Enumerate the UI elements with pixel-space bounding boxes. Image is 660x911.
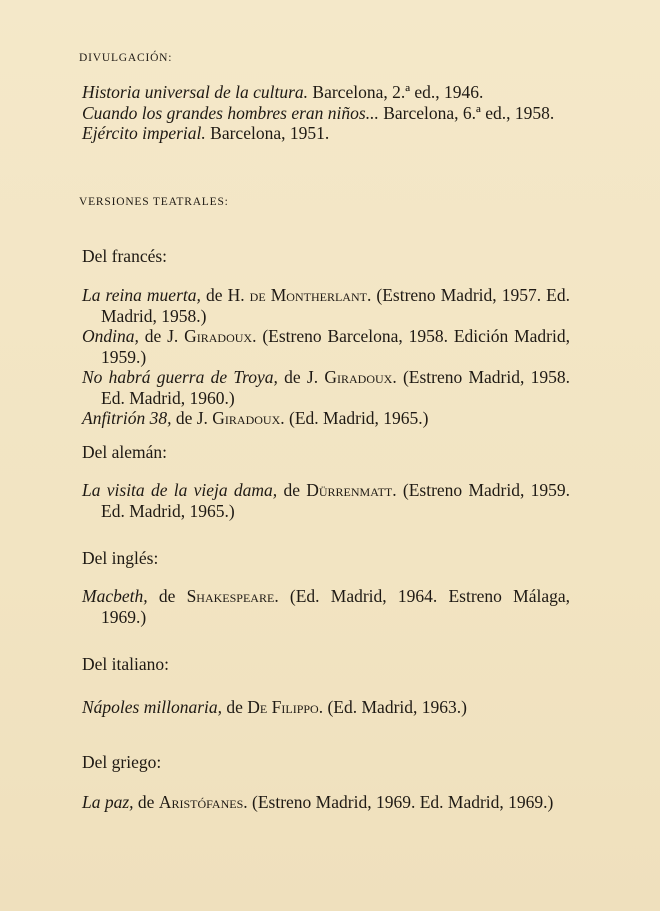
italiano-list	[82, 697, 570, 718]
griego-list	[82, 792, 570, 813]
bib-entry: Macbeth, de Shakespeare. (Ed. Madrid, 1964. Estreno Málaga, 1969.)	[82, 586, 570, 627]
bib-entry: La paz, de Aristófanes. (Estreno Madrid, 1969. Ed. Madrid, 1969.)	[82, 792, 554, 812]
bib-entry: No habrá guerra de Troya, de J. Giradoux. (Estreno Madrid, 1958. Ed. Madrid, 1960.)	[82, 367, 570, 408]
section-heading-divulgacion: DIVULGACIÓN:	[79, 52, 173, 64]
ingles-list	[82, 586, 570, 627]
bib-entry: Ondina, de J. Giradoux. (Estreno Barcelona, 1958. Edición Madrid, 1959.)	[82, 326, 570, 367]
language-label-aleman: Del alemán:	[82, 442, 168, 462]
aleman-list	[82, 480, 570, 521]
divulgacion-list	[82, 82, 570, 144]
bib-entry: Nápoles millonaria, de De Filippo. (Ed. Madrid, 1963.)	[82, 697, 467, 717]
bib-entry: Ejército imperial. Barcelona, 1951.	[82, 123, 330, 143]
section-heading-versiones: VERSIONES TEATRALES:	[79, 196, 229, 208]
language-label-ingles: Del inglés:	[82, 548, 159, 568]
language-label-frances: Del francés:	[82, 246, 168, 266]
bib-entry: Cuando los grandes hombres eran niños... Barcelona, 6.ª ed., 1958.	[82, 102, 555, 123]
bib-entry: Anfitrión 38, de J. Giradoux. (Ed. Madrid, 1965.)	[82, 408, 429, 428]
language-label-griego: Del griego:	[82, 752, 162, 772]
language-label-italiano: Del italiano:	[82, 654, 169, 674]
bib-entry: La reina muerta, de H. de Montherlant. (Estreno Madrid, 1957. Ed. Madrid, 1958.)	[82, 285, 570, 326]
bib-entry: Historia universal de la cultura. Barcelona, 2.ª ed., 1946.	[82, 82, 484, 102]
bib-entry: La visita de la vieja dama, de Dürrenmatt. (Estreno Madrid, 1959. Ed. Madrid, 1965.)	[82, 480, 570, 521]
frances-list	[82, 285, 570, 429]
